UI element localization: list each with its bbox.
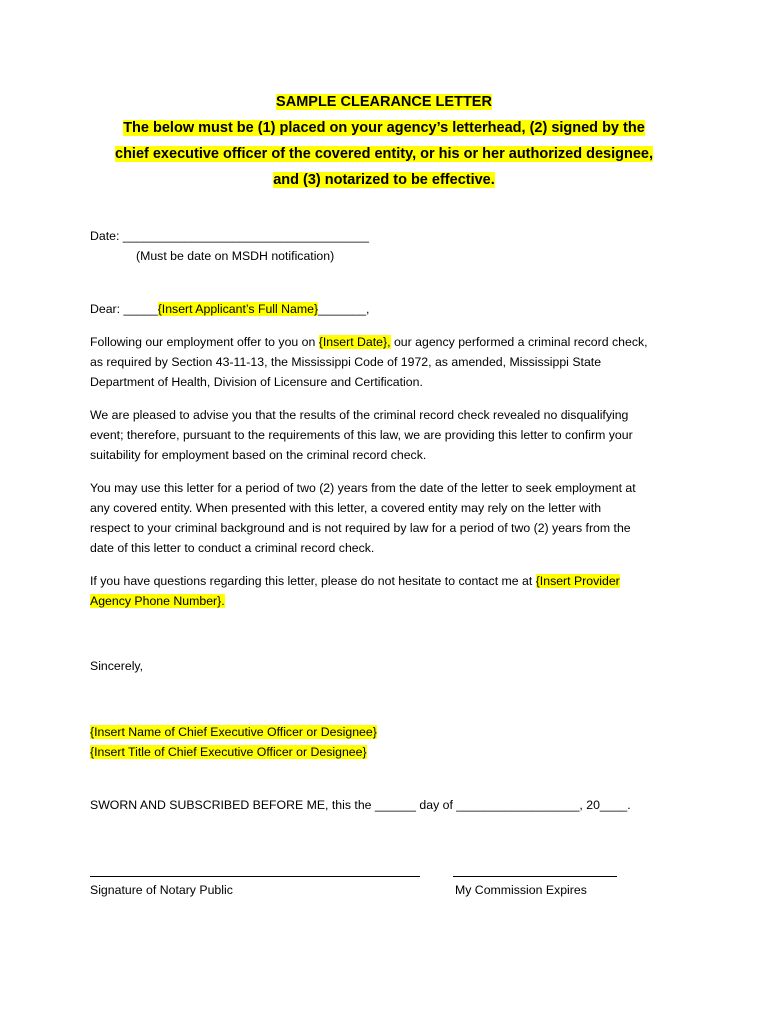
paragraph-1-text-a: Following our employment offer to you on: [90, 335, 319, 349]
letter-header: [60, 94, 708, 194]
letter-title-text: SAMPLE CLEARANCE LETTER: [276, 94, 492, 110]
phone-placeholder-part-2: Agency Phone Number}.: [90, 594, 225, 608]
paragraph-3-line-3: respect to your criminal background and is not required by law for a period of two (2) years from the: [90, 521, 631, 535]
notary-signature-label: Signature of Notary Public: [90, 883, 233, 897]
ceo-title-placeholder: {Insert Title of Chief Executive Officer or Designee}: [90, 745, 367, 759]
notary-signature-line: [90, 876, 420, 877]
date-note: (Must be date on MSDH notification): [136, 249, 335, 263]
paragraph-4-line-1: [90, 573, 620, 589]
insert-date-placeholder: {Insert Date},: [318, 335, 391, 349]
paragraph-4-line-2: [90, 593, 225, 609]
paragraph-3-line-4: date of this letter to conduct a criminal record check.: [90, 541, 375, 555]
paragraph-2-line-3: suitability for employment based on the criminal record check.: [90, 448, 427, 462]
instruction-line-2: [60, 146, 708, 162]
paragraph-3-line-2: any covered entity. When presented with this letter, a covered entity may rely on the letter with: [90, 501, 602, 515]
letter-title: [60, 94, 708, 110]
paragraph-1-line-3: Department of Health, Division of Licensure and Certification.: [90, 375, 423, 389]
instruction-line-3: [60, 172, 708, 188]
instruction-text-1: The below must be (1) placed on your agency’s letterhead, (2) signed by the: [123, 120, 645, 136]
instruction-line-1: [60, 120, 708, 136]
phone-placeholder-part-1: {Insert Provider: [535, 574, 620, 588]
instruction-text-3: and (3) notarized to be effective.: [273, 172, 495, 188]
paragraph-1-line-2: as required by Section 43-11-13, the Mississippi Code of 1972, as amended, Mississippi State: [90, 355, 602, 369]
sworn-statement: SWORN AND SUBSCRIBED BEFORE ME, this the ______ day of __________________, 20____.: [90, 798, 631, 812]
paragraph-1-line-1: [90, 334, 648, 350]
paragraph-3-line-1: You may use this letter for a period of two (2) years from the date of the letter to seek employment at: [90, 481, 636, 495]
salutation-suffix: _______,: [318, 302, 370, 316]
commission-expires-label: My Commission Expires: [455, 883, 587, 897]
ceo-title-line: [90, 744, 367, 760]
paragraph-2-line-2: event; therefore, pursuant to the requirements of this law, we are providing this letter to confirm your: [90, 428, 633, 442]
paragraph-4-text: If you have questions regarding this letter, please do not hesitate to contact me at: [90, 574, 536, 588]
salutation: [90, 301, 369, 317]
salutation-prefix: Dear: _____: [90, 302, 158, 316]
paragraph-2-line-1: We are pleased to advise you that the results of the criminal record check revealed no disqualifying: [90, 408, 629, 422]
sincerely: Sincerely,: [90, 659, 144, 673]
ceo-name-placeholder: {Insert Name of Chief Executive Officer or Designee}: [90, 725, 377, 739]
applicant-name-placeholder: {Insert Applicant’s Full Name}: [157, 302, 319, 316]
ceo-name-line: [90, 724, 377, 740]
instruction-text-2: chief executive officer of the covered entity, or his or her authorized designee,: [115, 146, 653, 162]
paragraph-1-text-b: our agency performed a criminal record check,: [390, 335, 648, 349]
date-field: Date: ____________________________________: [90, 229, 370, 243]
commission-expires-line: [453, 876, 617, 877]
